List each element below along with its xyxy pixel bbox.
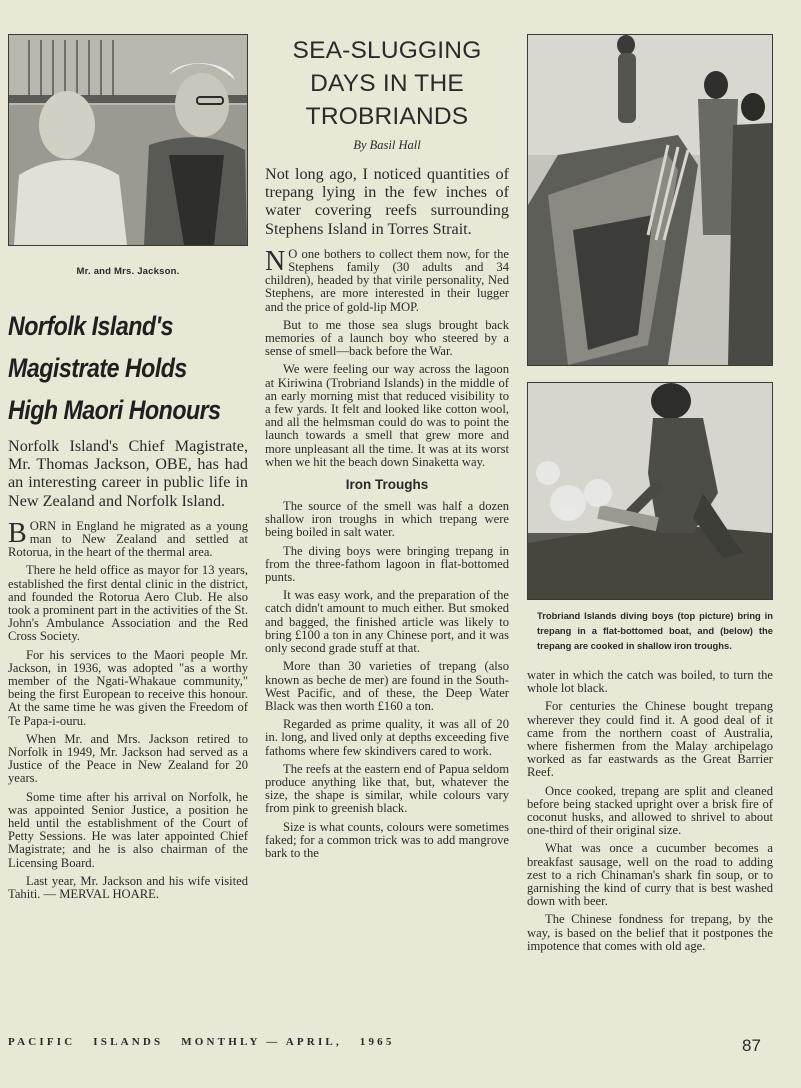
diving-boys-photo-caption: Trobriand Islands diving boys (top picture) bring in trepang in a flat-bottomed boat, and (below) the trepang are cooked in shallow iron troughs. xyxy=(537,610,773,651)
norfolk-paragraph: When Mr. and Mrs. Jackson retired to Norfolk in 1949, Mr. Jackson had served as a Justice of the Peace in New Zealand for 20 years. xyxy=(8,731,248,786)
norfolk-lead-paragraph: Norfolk Island's Chief Magistrate, Mr. Thomas Jackson, OBE, has had an interesting career in public life in New Zealand and Norfolk Island. xyxy=(8,437,248,510)
norfolk-title-line-1: Norfolk Island's xyxy=(8,311,173,341)
norfolk-paragraph: For his services to the Maori people Mr. Jackson, in 1936, was adopted "as a worthy member of the Ngati-Whakaue community," being the first European to receive this honour. At the same time he was given the Freedom of Te Papa-i-ouru. xyxy=(8,647,248,728)
sea-slugging-paragraph: It was easy work, and the preparation of the catch didn't amount to much either. But smoked and bagged, the finished article was likely to bring £100 a ton in any Chinese port, and it was only second grade stuff at that. xyxy=(265,588,509,656)
sea-slugging-paragraph: We were feeling our way across the lagoon at Kiriwina (Trobriand Islands) in the middle of an early morning mist that reduced visibility to a few yards. It felt and looked like cotton wool, and all the helmsman could do was to point the launch towards a smell that grew more and more unpleasant all the time. It was at its worst when we hit the beach down Sinaketta way. xyxy=(265,362,509,469)
sea-slugging-paragraph: More than 30 varieties of trepang (also known as beche de mer) are found in the South-West Pacific, and of these, the Deep Water Black was then worth £160 a ton. xyxy=(265,659,509,713)
sea-slugging-paragraph: The diving boys were bringing trepang in from the three-fathom lagoon in flat-bottomed punts. xyxy=(265,543,509,585)
sea-slugging-paragraph: The source of the smell was half a dozen shallow iron troughs in which trepang were being boiled in salt water. xyxy=(265,499,509,540)
norfolk-drop-cap: B xyxy=(8,517,27,549)
jackson-photo-caption: Mr. and Mrs. Jackson. xyxy=(76,266,180,277)
norfolk-title-line-3: High Maori Honours xyxy=(8,395,221,425)
cooking-trepang-graphic xyxy=(528,383,772,599)
sea-slugging-continued-paragraph: What was once a cucumber becomes a breakfast sausage, well on the road to adding zest to a rich Chinaman's shark fin soup, or to garnishing the kind of curry that is best washed down with beer. xyxy=(527,841,773,909)
page-number: 87 xyxy=(742,1036,761,1055)
sea-slugging-paragraph: Regarded as prime quality, it was all of 20 in. long, and lived only at depths exceeding five fathoms where few skindivers cared to work. xyxy=(265,717,509,758)
norfolk-paragraph: Last year, Mr. Jackson and his wife visited Tahiti. — MERVAL HOARE. xyxy=(8,873,248,902)
right-column xyxy=(527,34,773,958)
sea-slugging-paragraph: Size is what counts, colours were sometimes faked; for a common trick was to add mangrove bark to the xyxy=(265,819,509,860)
norfolk-paragraph: Some time after his arrival on Norfolk, he was appointed Senior Justice, a position he held until the establishment of the Court of Petty Sessions. He was later appointed Chief Magistrate; and he is also chairman of the Licensing Board. xyxy=(8,789,248,870)
sea-slugging-paragraph: The reefs at the eastern end of Papua seldom produce anything like that, but, whatever the size, the shape is similar, while colours vary from pink to greenish black. xyxy=(265,761,509,816)
sea-slugging-drop-cap: N xyxy=(265,245,286,277)
norfolk-first-paragraph xyxy=(8,517,248,560)
sea-slugging-lead-paragraph: Not long ago, I noticed quantities of trepang lying in the few inches of water covering reefs surrounding Stephens Island in Torres Strait. xyxy=(265,165,509,238)
sea-slugging-title xyxy=(265,34,509,133)
norfolk-first-paragraph-text: ORN in England he migrated as a young man to New Zealand and settled at Rotorua, in the heart of the thermal area. xyxy=(8,518,248,560)
diving-boys-boat-graphic xyxy=(528,35,772,365)
sea-slugging-continued-paragraph: For centuries the Chinese bought trepang wherever they could find it. A good deal of it came from the northern coast of Australia, where fishermen from the Malay archipelago worked as far eastwards as the Great Barrier Reef. xyxy=(527,699,773,780)
jackson-photo-graphic xyxy=(9,35,247,245)
middle-column xyxy=(265,34,509,865)
main-title-line-3: TROBRIANDS xyxy=(305,103,469,130)
sea-slugging-continued-paragraph: The Chinese fondness for trepang, by the way, is based on the belief that it postpones the impotence that comes with old age. xyxy=(527,912,773,953)
byline: By Basil Hall xyxy=(353,138,421,152)
norfolk-paragraph: There he held office as mayor for 13 years, established the first dental clinic in the district, and founded the Rotorua Aero Club. He also took a prominent part in the activities of the St. John's Ambulance Association and the Red Cross Society. xyxy=(8,563,248,644)
norfolk-title-line-2: Magistrate Holds xyxy=(8,353,187,383)
norfolk-article-title xyxy=(8,305,249,431)
sea-slugging-paragraph: But to me those sea slugs brought back memories of a launch boy who steered by a sense of smell—back before the War. xyxy=(265,317,509,359)
diving-boys-boat-photo xyxy=(527,34,773,366)
sea-slugging-continued-paragraph: water in which the catch was boiled, to turn the whole lot black. xyxy=(527,668,773,696)
sea-slugging-first-paragraph xyxy=(265,245,509,314)
main-title-line-2: DAYS IN THE xyxy=(310,70,464,97)
main-title-line-1: SEA-SLUGGING xyxy=(292,37,482,64)
sea-slugging-continued-paragraph: Once cooked, trepang are split and cleaned before being stacked upright over a brisk fire of coconut husks, and allowed to shrivel to about one-third of their original size. xyxy=(527,783,773,838)
left-column xyxy=(8,34,248,906)
sea-slugging-first-paragraph-text: O one bothers to collect them now, for the Stephens family (30 adults and 34 children), headed by that virile personality, Ned Stephens, are more interested in their lugger and the price of gold-lip MOP. xyxy=(265,246,509,314)
iron-troughs-subhead: Iron Troughs xyxy=(345,477,429,493)
cooking-trepang-photo xyxy=(527,382,773,600)
jackson-photo xyxy=(8,34,248,246)
masthead-footer: PACIFIC ISLANDS MONTHLY — APRIL, 1965 xyxy=(8,1036,395,1048)
